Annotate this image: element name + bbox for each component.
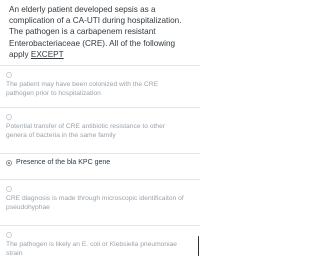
scrollbar[interactable] (198, 236, 200, 256)
question-main: An elderly patient developed sepsis as a complication of a CA-UTI during hospitalization. The pathogen is a carbapenem resistant Enterobacteriaceae (CRE). All of the following apply (9, 5, 182, 59)
answer-option-4-label: CRE diagnosis is made through microscopic identificaiton of pseudohyphae (6, 195, 184, 212)
question-text (9, 4, 195, 60)
divider (0, 179, 200, 180)
answer-option-2-label: Potential transfer of CRE antibiotic resistance to other genera of bacteria in the same family (6, 123, 166, 140)
radio-button-2[interactable] (6, 114, 12, 120)
answer-option-1-label: The patient may have been colonized with the CRE pathogen prior to hospitalization (6, 81, 159, 98)
question-except: EXCEPT (30, 49, 64, 59)
divider (0, 107, 200, 108)
divider (0, 225, 200, 226)
radio-button-1[interactable] (6, 72, 12, 78)
answer-option-5-label: The pathogen is likely an E. coli or Klebsiella pneumoniae strain (6, 241, 178, 258)
radio-button-4[interactable] (6, 186, 12, 192)
radio-button-5[interactable] (6, 232, 12, 238)
answer-option-3-label: Presence of the bla KPC gene (16, 159, 111, 166)
radio-button-3-selected[interactable] (6, 160, 12, 166)
divider (0, 65, 200, 66)
divider (0, 153, 200, 154)
